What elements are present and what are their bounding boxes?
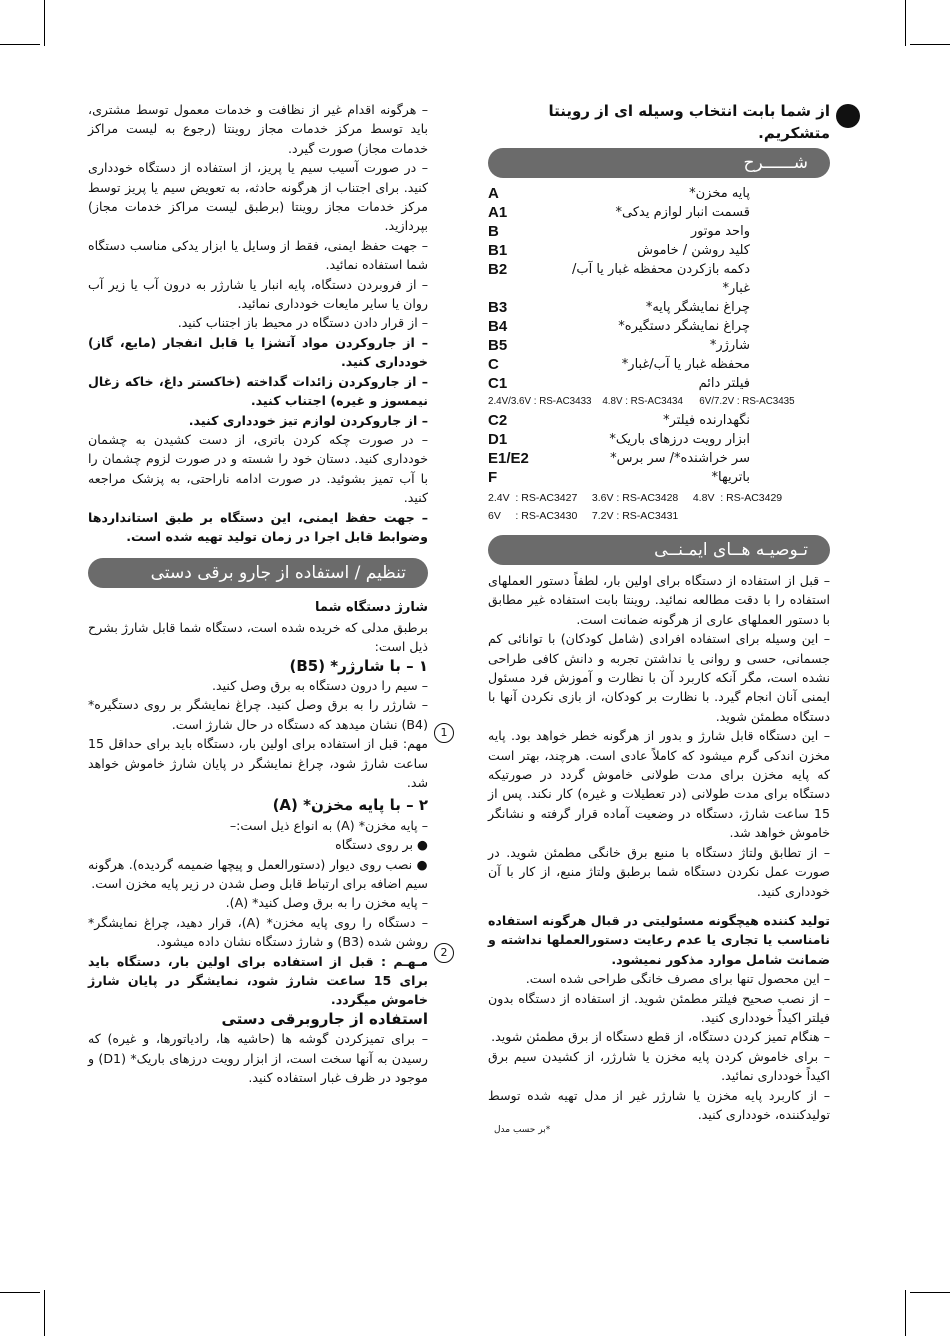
- part-row: [488, 203, 830, 222]
- warning-paragraph: – از جاروکردن زائدات گداخته (خاکستر داغ، خاکه زغال نیمسوز و غیره) اجتناب کنید.: [88, 373, 428, 409]
- bullet-item: [88, 855, 428, 894]
- part-row: [488, 449, 830, 468]
- warning-paragraph: – از جاروکردن لوازم تیز خودداری کنید.: [188, 412, 428, 428]
- part-label: پایه مخزن*: [689, 186, 750, 201]
- part-row: [488, 355, 830, 374]
- intro-text: از شما بابت انتخاب وسیله ای از روینتا متشکریم.: [548, 102, 830, 142]
- part-code: A: [488, 185, 499, 202]
- part-code: E1/E2: [488, 450, 529, 467]
- part-label: واحد موتور: [690, 224, 750, 239]
- part-code: B4: [488, 318, 508, 335]
- part-row: [488, 430, 830, 449]
- part-row: [488, 260, 830, 298]
- crop-mark: [910, 44, 950, 45]
- part-label: محفظه غبار یا آب/غبار*: [621, 357, 750, 372]
- safety-paragraph: – هنگام تمیز کردن دستگاه، از قطع دستگاه از برق مطمئن شوید.: [491, 1029, 830, 1045]
- bullet-text: بر روی دستگاه: [335, 837, 413, 853]
- part-label: دکمه بازکردن محفظه غبار یا آب/غبار*: [571, 262, 750, 296]
- filter-models: 2.4V/3.6V : RS-AC3433 4.8V : RS-AC3434 6V/7.2V : RS-AC3435: [488, 396, 795, 407]
- crop-mark: [0, 44, 40, 45]
- step1-note: مهم: قبل از استفاده برای اولین بار، دستگاه باید برای حداقل 15 ساعت شارژ شود، چراغ نمایشگر در پایان شارژ خاموش خواهد شد.: [88, 736, 428, 790]
- parts-list: [488, 184, 830, 393]
- bullet-text: نصب روی دیوار (دستورالعمل و پیچها ضمیمه گردیده). هرگونه سیم اضافه برای ارتباط قابل وصل شدن در زیر پایه مخزن است.: [88, 856, 428, 892]
- safety-paragraph: – این دستگاه قابل شارژ و بدور از هرگونه خطر خواهد بود. پایه مخزن اندکی گرم میشود که کاملاً عادی است. هرچند، بهتر است که پایه مخزن برای مدت طولانی خاموش گردد در صورتیکه دستگاه برای مدت طولانی (در تعطیلات و غیره) کار نکند. پس از 15 ساعت شارژ، دستگاه در وضعیت آماده قرار گرفته و نشانگر خاموش خواهد شد.: [488, 728, 830, 841]
- standards-paragraph: – جهت حفظ ایمنی، این دستگاه بر طبق استانداردها وضوابط قابل اجرا در زمان تولید تهیه شده است.: [88, 509, 428, 544]
- part-code: B5: [488, 337, 508, 354]
- bullet-icon: ●: [413, 837, 428, 853]
- warning-paragraph: – از جاروکردن مواد آتشزا یا قابل انفجار (مایع، گاز) خودداری کنید.: [88, 334, 428, 370]
- safety-paragraph: – از قرار دادن دستگاه در محیط باز اجتناب کنید.: [177, 315, 428, 331]
- part-code: A1: [488, 204, 508, 221]
- part-label: چراغ نمایشگر پایه*: [645, 300, 750, 315]
- battery-models-2: 6V : RS-AC3430 7.2V : RS-AC3431: [488, 510, 679, 522]
- step-number-2: 2: [434, 943, 454, 963]
- safety-paragraph: – از کاربرد پایه مخزن یا شارژر غیر از مدل تهیه شده توسط تولیدکننده، خودداری کنید.: [488, 1087, 830, 1122]
- part-label: فیلتر دائم: [698, 376, 750, 391]
- part-label: چراغ نمایشگر دستگیره*: [618, 319, 750, 334]
- step2-intro: – پایه مخزن* (A) به انواع ذیل است:–: [229, 817, 428, 833]
- crop-mark: [44, 0, 45, 46]
- part-label: ابزار رویت درزهای باریک*: [609, 432, 750, 447]
- part-code: C: [488, 356, 499, 373]
- step2-line: – دستگاه را روی پایه مخزن* (A)، قرار دهید، چراغ نمایشگر* روشن شده (B3) و شارژ دستگاه نشان داده میشود.: [88, 914, 428, 950]
- part-code: B: [488, 223, 499, 240]
- crop-mark: [0, 1292, 40, 1293]
- crop-mark: [44, 1290, 45, 1336]
- step-number-1: 1: [434, 723, 454, 743]
- bullet-icon: ●: [412, 856, 428, 872]
- part-code: B3: [488, 299, 508, 316]
- use-heading: استفاده از جاروبرقی دستی: [221, 1009, 428, 1028]
- part-label: شارژر*: [709, 338, 750, 353]
- step1-line: – شارژر را به برق وصل کنید. چراغ نمایشگر بر روی دستگیره* (B4) نشان میدهد که دستگاه در حال شارژ است.: [88, 697, 428, 732]
- section-bullet-icon: [836, 104, 860, 128]
- bullet-item: [88, 835, 428, 854]
- liability-statement: تولید کننده هیچگونه مسئولیتی در قبال هرگونه استفاده نامناسب یا تجاری یا عدم رعایت دستورالعملها نداشته و ضمانت شامل موارد مذکور نمیشود.: [488, 912, 830, 967]
- part-code: C1: [488, 375, 508, 392]
- part-code: B1: [488, 242, 508, 259]
- battery-leak-paragraph: – در صورت چکه کردن باتری، از دست کشیدن به چشمان خودداری کنید. دستان خود را شسته و در صورت لزوم چشمان را با آب تمیز بشوئید. در صورت ادامه ناراحتی، به پزشک مراجعه کنید.: [88, 431, 428, 506]
- part-row: [488, 411, 830, 430]
- part-row: [488, 374, 830, 393]
- footnote: *بر حسب مدل: [494, 1125, 551, 1136]
- safety-paragraph: – هرگونه اقدام غیر از نظافت و خدمات معمول توسط مشتری، باید توسط مرکز خدمات مجاز روینتا (رجوع به لیست مراکز خدمات مجاز) صورت گیرد.: [88, 102, 428, 156]
- part-code: C2: [488, 412, 508, 429]
- section-header-safety: تـوصیـه هــای ایمـنــی: [488, 535, 830, 565]
- safety-paragraph: – این وسیله برای استفاده افرادی (شامل کودکان) با توانائی کم جسمانی، حسی و روانی یا نداشتن تجربه و دانش کافی طراحی نشده است، مگر آنکه کاربرد آن با نظارت و آموزش فرد مسئول ایمنی آنان انجام گیرد. با نظارت بر کودکان، از بازی نکردن آنها با دستگاه مطمئن شوید.: [488, 631, 830, 724]
- part-code: B2: [488, 261, 508, 278]
- safety-paragraph: – از نصب صحیح فیلتر مطمئن شوید. از استفاده از دستگاه بدون فیلتر اکیداً خودداری کنید.: [488, 990, 830, 1025]
- part-label: باتریها*: [711, 470, 750, 485]
- part-code: F: [488, 469, 498, 486]
- parts-list-2: [488, 411, 830, 487]
- safety-paragraph: – از تطابق ولتاژ دستگاه با منبع برق خانگی مطمئن شوید. در صورت عمل نکردن دستگاه شما برطبق ولتاژ منبع، از کار با آن خودداری کنید.: [488, 844, 830, 899]
- part-row: [488, 336, 830, 355]
- crop-mark: [910, 1292, 950, 1293]
- part-row: [488, 298, 830, 317]
- crop-mark: [905, 0, 906, 46]
- part-row: [488, 317, 830, 336]
- section-header-description: شــــــرح: [488, 148, 830, 178]
- safety-paragraph: – برای خاموش کردن پایه مخزن یا شارژر، از کشیدن سیم برق اکیداً خودداری نمائید.: [488, 1048, 830, 1084]
- part-code: D1: [488, 431, 508, 448]
- step2-line: – پایه مخزن را به برق وصل کنید* (A).: [225, 895, 428, 911]
- part-row: [488, 468, 830, 487]
- step1-line: – سیم را درون دستگاه به برق وصل کنید.: [211, 677, 428, 693]
- crop-mark: [905, 1290, 906, 1336]
- safety-paragraph: – جهت حفظ ایمنی، فقط از وسایل یا ابزار یدکی مناسب دستگاه شما استفاده نمائید.: [88, 237, 428, 273]
- safety-paragraph: – در صورت آسیب سیم یا پریز، از استفاده از دستگاه خودداری کنید. برای اجتناب از هرگونه حادثه، به تعویض سیم یا پریز توسط مرکز خدمات مجاز روینتا (برطبق لیست مراکز خدمات مجاز) بپردازید.: [88, 160, 428, 234]
- part-label: نگهدارنده فیلتر*: [663, 413, 750, 428]
- safety-paragraph: – از فروبردن دستگاه، پایه انبار یا شارژر به درون آب یا زیر آب روان یا سایر مایعات خودداری نمائید.: [88, 276, 428, 312]
- charge-heading: شارژ دستگاه شما: [315, 600, 428, 616]
- use-paragraph: – برای تمیزکردن گوشه ها (حاشیه ها، رادیاتورها، و غیره) که رسیدن به آنها سخت است، از ابزار رویت درزهای باریک* (D1) و موجود در ظرف غبار استفاده کنید.: [88, 1031, 428, 1086]
- safety-paragraph: – این محصول تنها برای مصرف خانگی طراحی شده است.: [525, 971, 830, 987]
- part-row: [488, 184, 830, 203]
- step2-note: مـهـم : قبل از استفاده برای اولین بار، دستگاه باید برای 15 ساعت شارژ شود، نمایشگر در پایان شارژ خاموش میگردد.: [88, 953, 428, 1008]
- left-column: [88, 100, 428, 1088]
- part-row: [488, 222, 830, 241]
- step1-title: ۱ – با شارژر* (B5): [289, 656, 428, 675]
- safety-paragraph: – قبل از استفاده از دستگاه برای اولین بار، لطفاً دستور العملهای استفاده را با دقت مطالعه نمائید. روینتا بابت استفاده غیر مطابق با دستور العملهای عاری از هرگونه ضمانت است.: [488, 573, 830, 627]
- part-label: کلید روشن / خاموش: [637, 243, 750, 258]
- step2-title: ۲ – با پایه مخزن* (A): [272, 796, 428, 815]
- part-label: سر خراشنده*/ سر برس*: [610, 451, 750, 466]
- section-header-setup: تنظیم / استفاده از جارو برقی دستی: [88, 558, 428, 588]
- charge-intro: برطبق مدلی که خریده شده است، دستگاه شما قابل شارژ بشرح ذیل است:: [88, 619, 428, 655]
- battery-models-1: 2.4V : RS-AC3427 3.6V : RS-AC3428 4.8V : RS-AC3429: [488, 492, 783, 504]
- part-label: قسمت انبار لوازم یدکی*: [615, 205, 750, 220]
- right-column: [488, 100, 830, 1136]
- part-row: [488, 241, 830, 260]
